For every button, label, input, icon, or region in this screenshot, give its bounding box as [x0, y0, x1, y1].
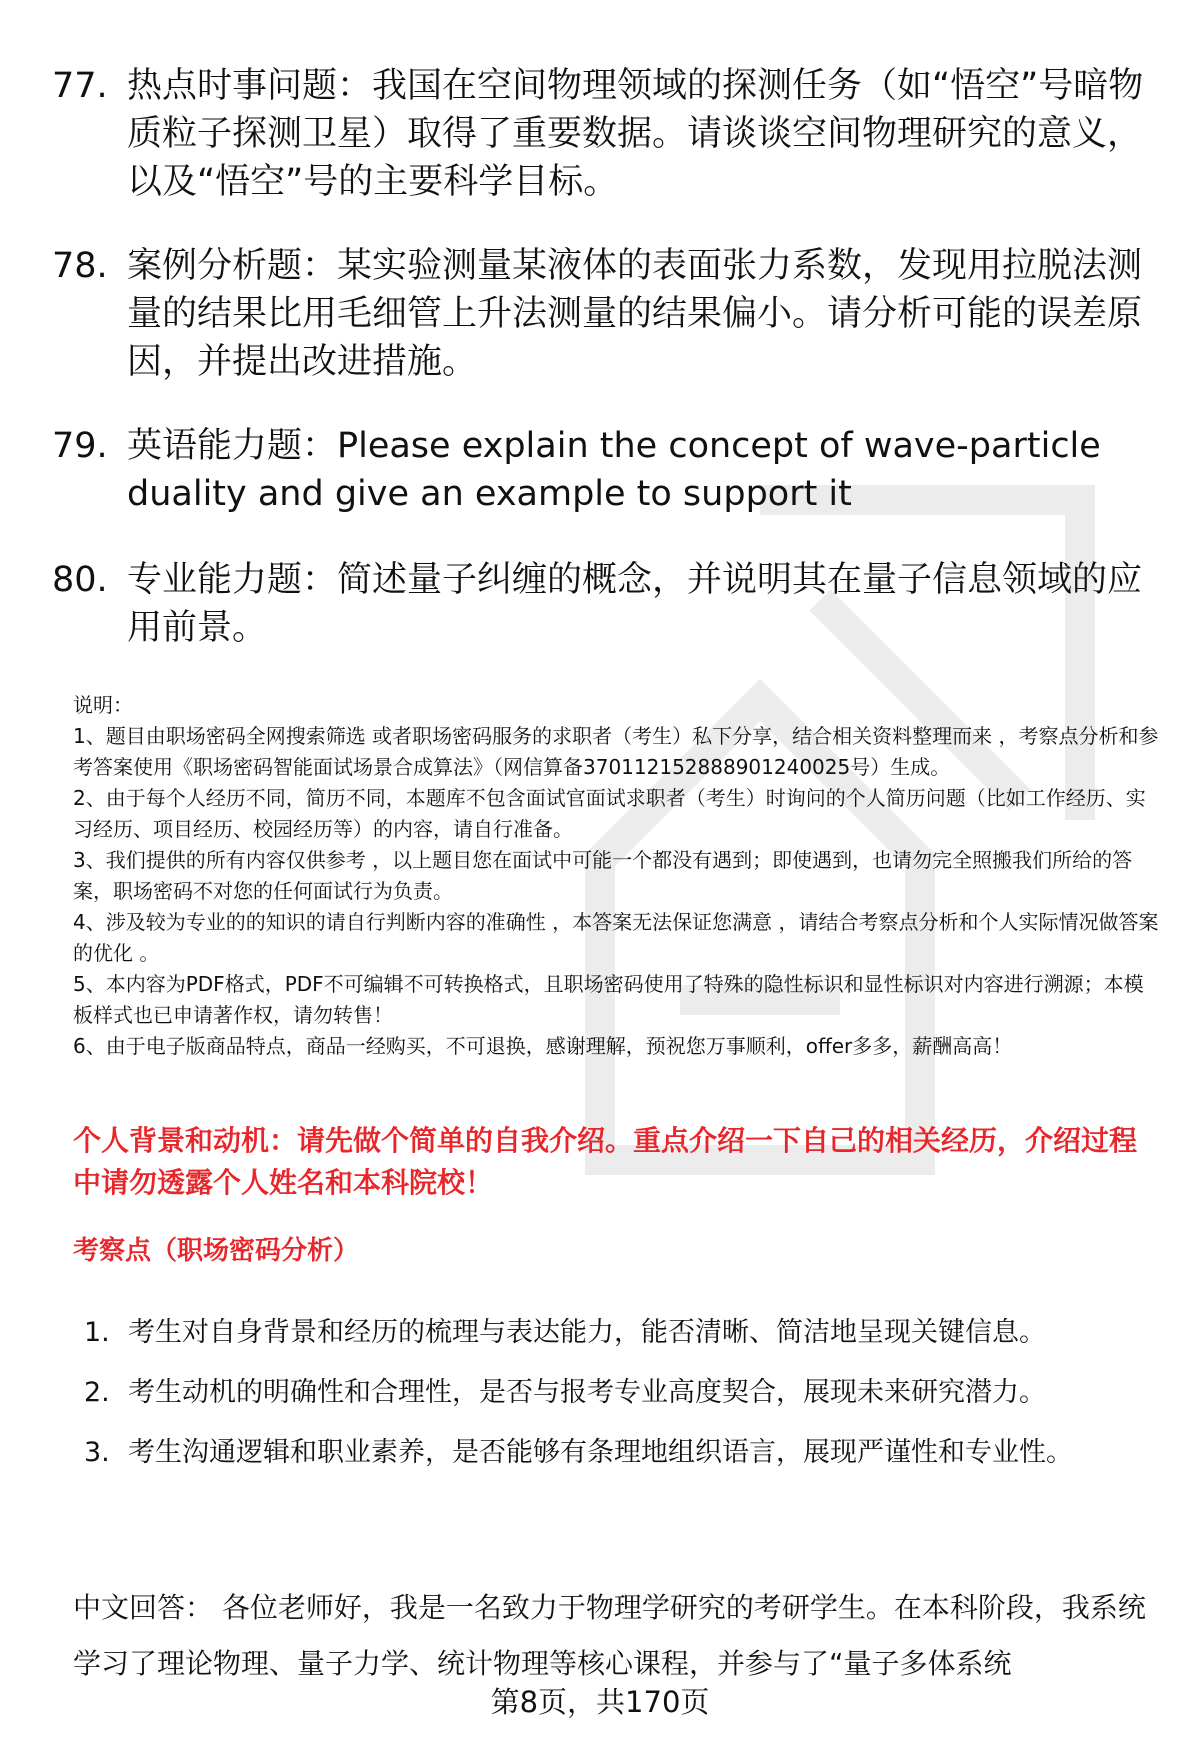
question-number: 79.	[52, 426, 108, 466]
question-number: 77.	[52, 66, 108, 106]
list-item-number: 2.	[84, 1377, 110, 1408]
question-text: 案例分析题：某实验测量某液体的表面张力系数，发现用拉脱法测量的结果比用毛细管上升法测量的结果偏小。请分析可能的误差原因，并提出改进措施。	[127, 246, 1143, 382]
note-item: 4、涉及较为专业的的知识的请自行判断内容的准确性 ，本答案无法保证您满意 ，请结合考察点分析和个人实际情况做答案的优化 。	[73, 910, 1159, 965]
question-text: 专业能力题：简述量子纠缠的概念，并说明其在量子信息领域的应用前景。	[127, 560, 1143, 648]
list-item	[84, 1423, 1164, 1483]
question-80	[52, 556, 1152, 652]
list-item-text: 考生动机的明确性和合理性，是否与报考专业高度契合，展现未来研究潜力。	[128, 1377, 1046, 1408]
note-item: 3、我们提供的所有内容仅供参考 ，以上题目您在面试中可能一个都没有遇到；即使遇到，也请勿完全照搬我们所给的答案，职场密码不对您的任何面试行为负责。	[73, 848, 1133, 903]
question-79	[52, 422, 1152, 518]
question-78	[52, 242, 1152, 386]
list-item	[84, 1363, 1164, 1423]
answer-label: 中文回答：	[73, 1591, 214, 1624]
note-item: 6、由于电子版商品特点，商品一经购买，不可退换，感谢理解，预祝您万事顺利，offer多多，薪酬高高！	[73, 1034, 1013, 1058]
list-item-number: 1.	[84, 1317, 110, 1348]
note-item: 2、由于每个人经历不同，简历不同，本题库不包含面试官面试求职者（考生）时询问的个人简历问题（比如工作经历、实习经历、项目经历、校园经历等）的内容，请自行准备。	[73, 786, 1146, 841]
answer-text: 各位老师好，我是一名致力于物理学研究的考研学生。在本科阶段，我系统学习了理论物理、量子力学、统计物理等核心课程，并参与了“量子多体系统	[73, 1591, 1146, 1680]
chinese-answer	[73, 1580, 1163, 1692]
intro-question-heading: 个人背景和动机：请先做个简单的自我介绍。重点介绍一下自己的相关经历，介绍过程中请勿透露个人姓名和本科院校！	[73, 1124, 1138, 1199]
note-item: 1、题目由职场密码全网搜索筛选 或者职场密码服务的求职者（考生）私下分享，结合相关资料整理而来 ，考察点分析和参考答案使用《职场密码智能面试场景合成算法》（网信算备370112152888901240025号）生成。	[73, 724, 1159, 779]
question-number: 78.	[52, 246, 108, 286]
note-item: 5、本内容为PDF格式，PDF不可编辑不可转换格式，且职场密码使用了特殊的隐性标识和显性标识对内容进行溯源；本模板样式也已申请著作权，请勿转售！	[73, 972, 1144, 1027]
assessment-points-heading: 考察点（职场密码分析）	[73, 1236, 360, 1266]
question-77	[52, 62, 1152, 206]
list-item-text: 考生沟通逻辑和职业素养，是否能够有条理地组织语言，展现严谨性和专业性。	[128, 1437, 1073, 1468]
page-number: 第8页，共170页	[490, 1685, 710, 1719]
question-text: 热点时事问题：我国在空间物理领域的探测任务（如“悟空”号暗物质粒子探测卫星）取得了重要数据。请谈谈空间物理研究的意义，以及“悟空”号的主要科学目标。	[127, 66, 1144, 202]
list-item-text: 考生对自身背景和经历的梳理与表达能力，能否清晰、简洁地呈现关键信息。	[128, 1317, 1046, 1348]
notes-title: 说明：	[73, 693, 133, 717]
assessment-points-list	[84, 1303, 1164, 1483]
list-item-number: 3.	[84, 1437, 110, 1468]
question-text: 英语能力题：Please explain the concept of wave-particle duality and give an example to support it	[127, 426, 1101, 514]
list-item	[84, 1303, 1164, 1363]
notes-section	[73, 690, 1163, 1062]
question-number: 80.	[52, 560, 108, 600]
